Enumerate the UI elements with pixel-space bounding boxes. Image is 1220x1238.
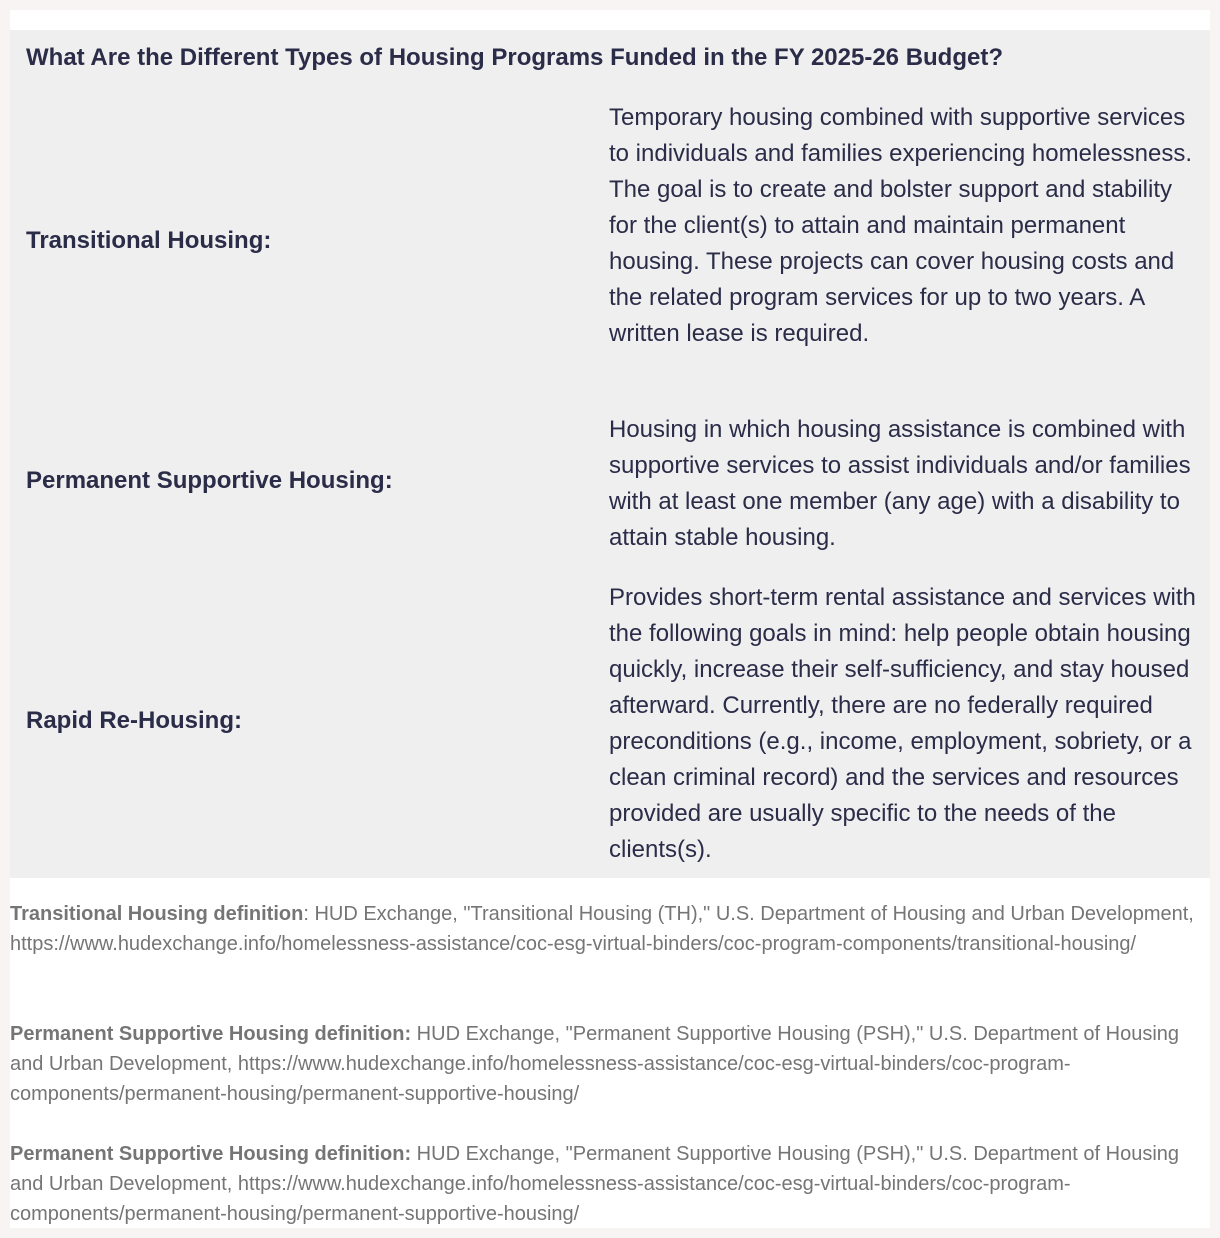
program-definition: Temporary housing combined with supportive services to individuals and families experiencing homelessness. The goal is to create and bolster support and stability for the client(s) to attain and maintain permanent housing. These projects can cover housing costs and the related program services for up to two years. A written lease is required. bbox=[609, 104, 1192, 347]
source-label: Permanent Supportive Housing definition: bbox=[10, 1023, 412, 1045]
source-citation: HUD Exchange, "Permanent Supportive Housing (PSH)," U.S. Department of Housing and Urban Development, https://www.hudexchange.info/homelessness-assistance/coc-esg-virtual-binders/coc-program-components/permanent-housing/permanent-supportive-housing/ bbox=[10, 1023, 1180, 1105]
source-note-permanent-supportive-housing-2 bbox=[10, 1139, 1200, 1229]
source-citation: HUD Exchange, "Permanent Supportive Housing (PSH)," U.S. Department of Housing and Urban Development, https://www.hudexchange.info/homelessness-assistance/coc-esg-virtual-binders/coc-program-components/permanent-housing/permanent-supportive-housing/ bbox=[10, 1143, 1180, 1225]
source-citation: : HUD Exchange, "Transitional Housing (TH)," U.S. Department of Housing and Urban Development, https://www.hudexchange.info/homelessness-assistance/coc-esg-virtual-binders/coc-program-components/transitional-housing/ bbox=[10, 903, 1194, 955]
program-row-rapid-re-housing bbox=[10, 580, 1210, 870]
program-row-permanent-supportive-housing bbox=[10, 412, 1210, 557]
program-term: Permanent Supportive Housing: bbox=[26, 467, 393, 494]
program-term: Rapid Re-Housing: bbox=[26, 707, 242, 734]
program-row-transitional-housing bbox=[10, 100, 1210, 390]
panel-title: What Are the Different Types of Housing Programs Funded in the FY 2025-26 Budget? bbox=[26, 44, 1004, 71]
program-term: Transitional Housing: bbox=[26, 227, 272, 254]
program-definition: Housing in which housing assistance is combined with supportive services to assist individuals and/or families with at least one member (any age) with a disability to attain stable housing. bbox=[609, 416, 1191, 551]
source-label: Transitional Housing definition bbox=[10, 903, 304, 925]
housing-programs-panel bbox=[10, 30, 1210, 878]
source-note-transitional-housing bbox=[10, 899, 1200, 959]
program-definition: Provides short-term rental assistance and services with the following goals in mind: help people obtain housing quickly, increase their self-sufficiency, and stay housed afterward. Currently, there are no federally required preconditions (e.g., income, employment, sobriety, or a clean criminal record) and the services and resources provided are usually specific to the needs of the clients(s). bbox=[609, 584, 1196, 863]
page bbox=[10, 10, 1210, 1228]
source-note-permanent-supportive-housing bbox=[10, 1019, 1200, 1109]
source-label: Permanent Supportive Housing definition: bbox=[10, 1143, 412, 1165]
